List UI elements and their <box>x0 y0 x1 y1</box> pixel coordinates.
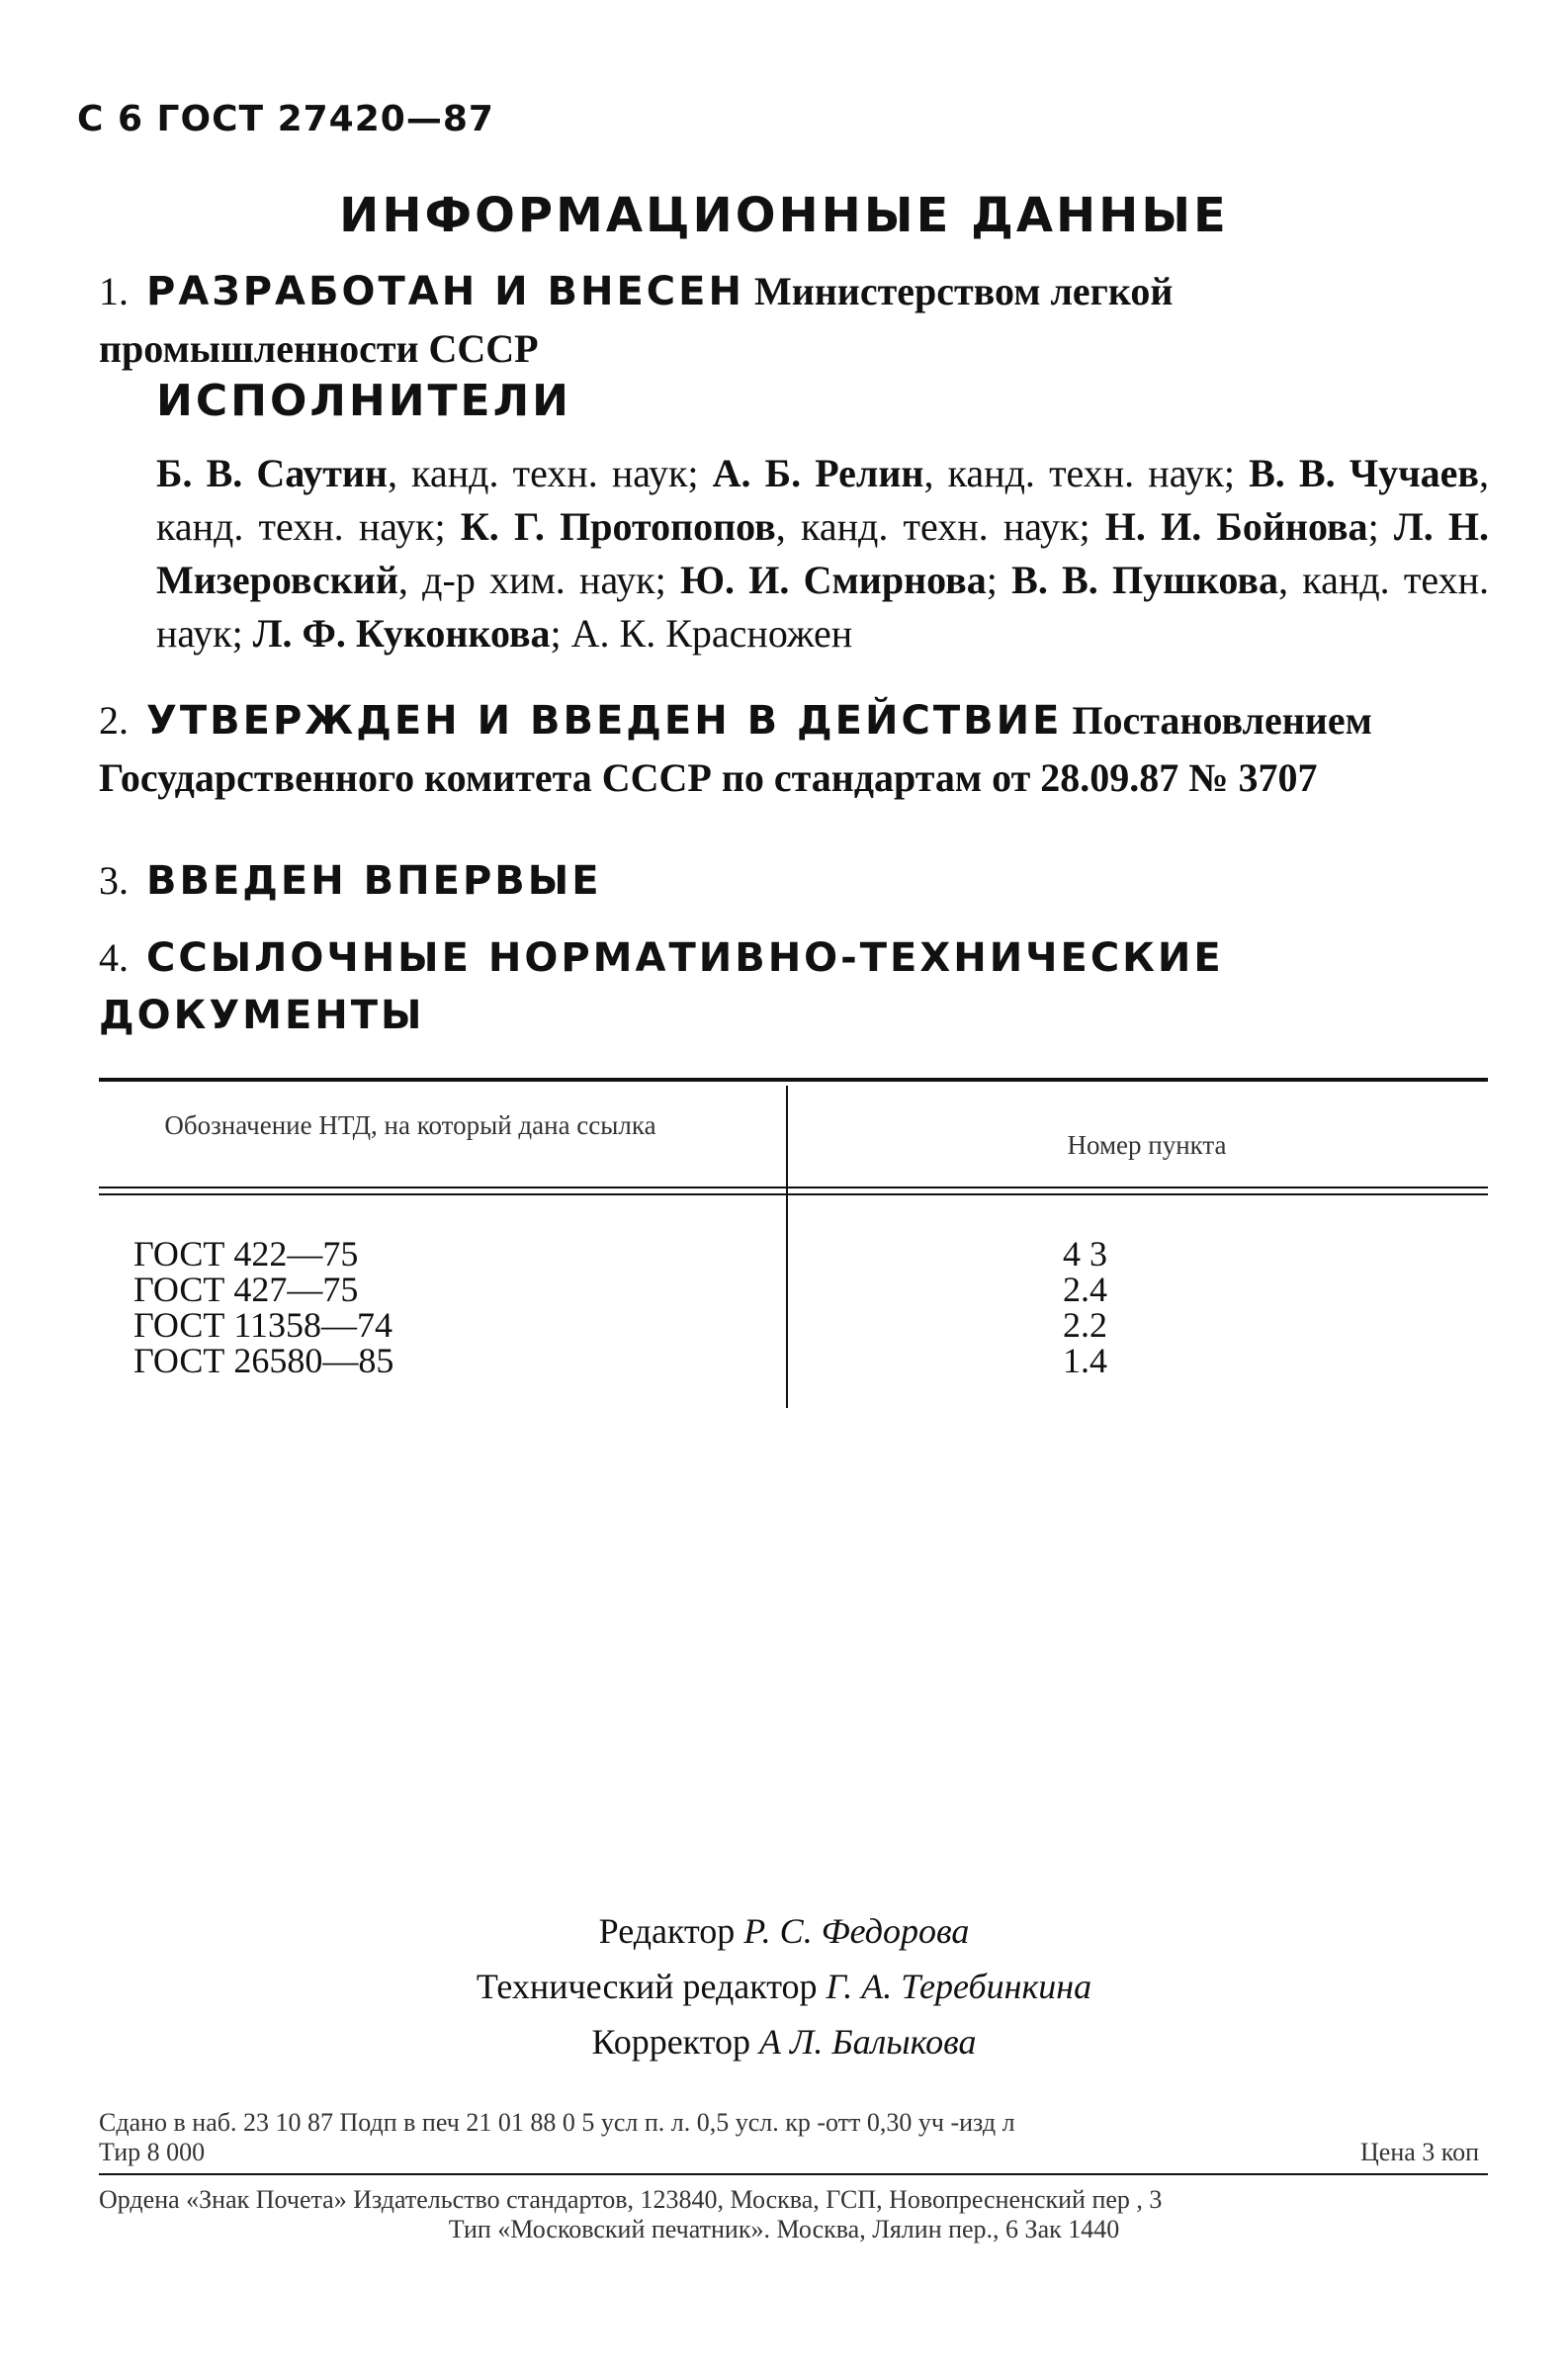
table-cell-clause: 2.4 <box>1063 1270 1107 1309</box>
performers-list: Б. В. Саутин, канд. техн. наук; А. Б. Релин, канд. техн. наук; В. В. Чучаев, канд. техн. наук; К. Г. Протопопов, канд. техн. наук; Н. И. Бойнова; Л. Н. Мизеровский, д-р хим. наук; Ю. И. Смирнова; В. В. Пушкова, канд. техн. наук; Л. Ф. Куконкова; А. К. Красножен <box>156 451 1490 656</box>
imprint-printer: Тип «Московский печатник». Москва, Лялин пер., 6 Зак 1440 <box>448 2215 1120 2243</box>
performer-name: В. В. Чучаев <box>1249 451 1480 495</box>
performer-name: А. Б. Релин <box>712 451 924 495</box>
imprint-publisher: Ордена «Знак Почета» Издательство стандартов, 123840, Москва, ГСП, Новопресненский пер , 3 <box>99 2185 1163 2214</box>
item-2-number: 2. <box>99 698 129 743</box>
item-2-heading: УТВЕРЖДЕН И ВВЕДЕН В ДЕЙСТВИЕ <box>146 698 1063 744</box>
editor-label: Редактор <box>598 1911 736 1951</box>
table-column-divider <box>786 1086 788 1408</box>
performer-name: Л. Н. Мизеровский <box>156 504 1490 602</box>
table-cell-clause: 1.4 <box>1063 1341 1107 1380</box>
performer-name: К. Г. Протопопов <box>460 504 776 549</box>
performer-name: В. В. Пушкова <box>1011 558 1279 602</box>
performer-name: Н. И. Бойнова <box>1104 504 1368 549</box>
performer-name: Л. Ф. Куконкова <box>252 611 551 656</box>
table-header-clause: Номер пункта <box>1067 1130 1227 1160</box>
item-1-text: Министерством легкой промышленности СССР <box>99 269 1174 371</box>
credits-tech-editor <box>0 1959 1568 2014</box>
table-cell-designation: ГОСТ 11358—74 <box>133 1305 393 1345</box>
item-3 <box>99 852 1493 910</box>
item-4 <box>99 929 1493 1044</box>
table-cell-designation: ГОСТ 422—75 <box>133 1234 359 1274</box>
performer-degree: д-р хим. наук <box>422 558 655 602</box>
imprint-price: Цена 3 коп <box>1360 2138 1479 2166</box>
table-cell-designation: ГОСТ 26580—85 <box>133 1341 394 1380</box>
running-head: С 6 ГОСТ 27420—87 <box>77 99 494 139</box>
imprint-rule <box>99 2173 1488 2175</box>
item-1-number: 1. <box>99 269 129 313</box>
item-2 <box>99 692 1493 807</box>
credits-editor <box>0 1903 1568 1959</box>
item-4-heading: ССЫЛОЧНЫЕ НОРМАТИВНО-ТЕХНИЧЕСКИЕ ДОКУМЕНТЫ <box>99 935 1224 1038</box>
performer-degree: канд. техн. наук <box>156 504 435 549</box>
page-title: ИНФОРМАЦИОННЫЕ ДАННЫЕ <box>339 188 1229 243</box>
imprint-circulation: Тир 8 000 <box>99 2138 206 2166</box>
item-4-number: 4. <box>99 935 129 980</box>
item-1 <box>99 263 1493 378</box>
tech-editor-name: Г. А. Теребинкина <box>826 1967 1092 2006</box>
table-header-designation: Обозначение НТД, на который дана ссылка <box>164 1110 656 1140</box>
performers-title: ИСПОЛНИТЕЛИ <box>156 376 571 426</box>
corrector-label: Корректор <box>591 2022 750 2062</box>
performer-degree: канд. техн. наук <box>156 558 1490 656</box>
table-header-rule <box>99 1186 1488 1188</box>
performer-degree: канд. техн. наук <box>947 451 1224 495</box>
editor-name: Р. С. Федорова <box>743 1911 970 1951</box>
table-top-rule <box>99 1078 1488 1082</box>
item-3-heading: ВВЕДЕН ВПЕРВЫЕ <box>146 858 602 904</box>
performer-name: Б. В. Саутин <box>156 451 388 495</box>
item-3-number: 3. <box>99 858 129 903</box>
table-header-rule-2 <box>99 1193 1488 1195</box>
item-2-text: Постановлением Государственного комитета СССР по стандартам от 28.09.87 № 3707 <box>99 698 1372 800</box>
performer-name: А. К. Красножен <box>570 611 853 656</box>
imprint-line-1: Сдано в наб. 23 10 87 Подп в печ 21 01 88 0 5 усл п. л. 0,5 усл. кр -отт 0,30 уч -изд л <box>99 2108 1015 2137</box>
credits-corrector <box>0 2014 1568 2069</box>
performer-degree: канд. техн. наук <box>411 451 688 495</box>
item-1-heading: РАЗРАБОТАН И ВНЕСЕН <box>146 269 744 314</box>
corrector-name: А Л. Балыкова <box>758 2022 977 2062</box>
table-cell-clause: 2.2 <box>1063 1305 1107 1345</box>
performer-name: Ю. И. Смирнова <box>680 558 987 602</box>
tech-editor-label: Технический редактор <box>476 1967 818 2006</box>
table-cell-designation: ГОСТ 427—75 <box>133 1270 359 1309</box>
performer-degree: канд. техн. наук <box>801 504 1080 549</box>
table-cell-clause: 4 3 <box>1063 1234 1107 1274</box>
